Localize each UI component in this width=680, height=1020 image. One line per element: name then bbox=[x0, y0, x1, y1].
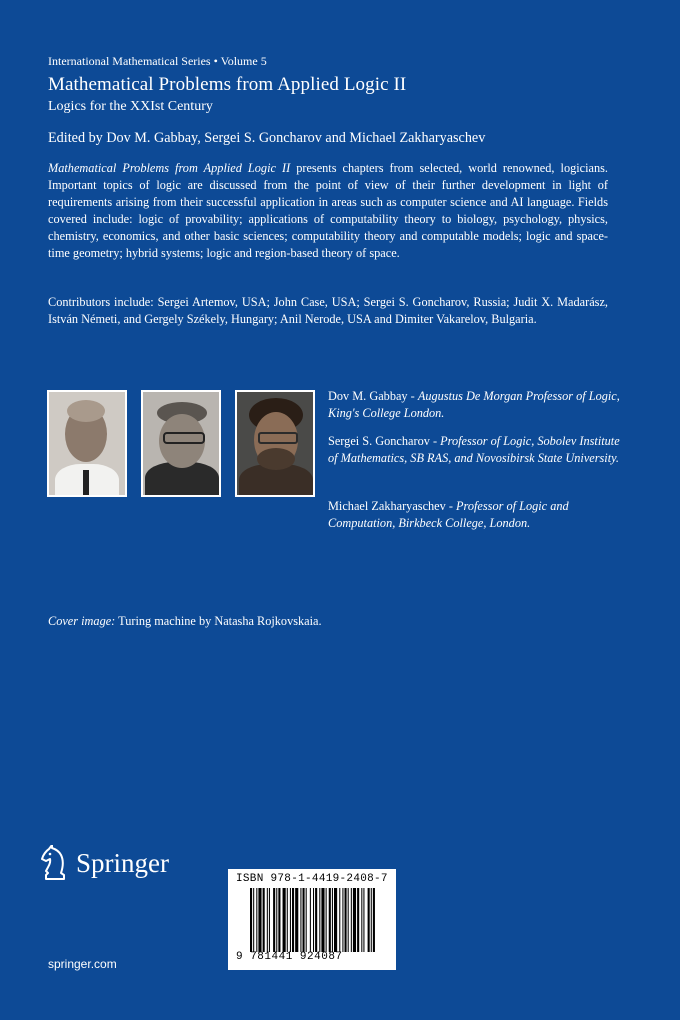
barcode-bar bbox=[319, 888, 320, 952]
bio-zakharyaschev bbox=[328, 498, 628, 532]
barcode-bar bbox=[345, 888, 347, 952]
springer-logo bbox=[40, 843, 169, 883]
barcode-bar bbox=[351, 888, 352, 952]
barcode-bar bbox=[326, 888, 327, 952]
barcode-bar bbox=[290, 888, 291, 952]
barcode-bar bbox=[357, 888, 359, 952]
barcode-bar bbox=[295, 888, 298, 952]
cover-credit-label: Cover image: bbox=[48, 614, 116, 628]
barcode-bar bbox=[303, 888, 305, 952]
barcode-bar bbox=[342, 888, 343, 952]
barcode-bar bbox=[256, 888, 257, 952]
bio-goncharov bbox=[328, 433, 628, 467]
barcode-bar bbox=[278, 888, 280, 952]
barcode-bar bbox=[287, 888, 288, 952]
barcode-digits: 9 781441 924087 bbox=[236, 951, 343, 963]
barcode-bar bbox=[363, 888, 364, 952]
barcode-bar bbox=[315, 888, 317, 952]
barcode-bar bbox=[310, 888, 311, 952]
barcode-bar bbox=[313, 888, 314, 952]
barcode-bar bbox=[263, 888, 265, 952]
bio-role: Augustus De Morgan Professor of Logic, King's College London. bbox=[328, 389, 620, 420]
bio-name: Dov M. Gabbay - bbox=[328, 389, 418, 403]
book-title: Mathematical Problems from Applied Logic II bbox=[48, 74, 407, 95]
barcode-bar bbox=[334, 888, 337, 952]
barcode-bar bbox=[306, 888, 307, 952]
barcode-bar bbox=[371, 888, 372, 952]
barcode-bar bbox=[353, 888, 356, 952]
springer-knight-icon bbox=[40, 845, 70, 881]
barcode-bar bbox=[373, 888, 375, 952]
author-photo-zakharyaschev bbox=[235, 390, 315, 497]
barcode-bar bbox=[267, 888, 268, 952]
barcode-bars bbox=[250, 888, 376, 952]
book-subtitle: Logics for the XXIst Century bbox=[48, 99, 213, 114]
publisher-url[interactable]: springer.com bbox=[48, 957, 117, 971]
bio-name: Michael Zakharyaschev - bbox=[328, 499, 457, 513]
bio-role: Professor of Logic, Sobolev Institute of Mathematics, SB RAS, and Novosibirsk State University. bbox=[328, 434, 620, 465]
springer-wordmark: Springer bbox=[76, 847, 169, 878]
barcode-bar bbox=[321, 888, 324, 952]
blurb-book-title: Mathematical Problems from Applied Logic II bbox=[48, 161, 291, 175]
bio-gabbay bbox=[328, 388, 628, 422]
barcode-bar bbox=[300, 888, 301, 952]
barcode-bar bbox=[292, 888, 294, 952]
barcode-bar bbox=[283, 888, 286, 952]
barcode-bar bbox=[332, 888, 333, 952]
barcode-bar bbox=[348, 888, 349, 952]
contributors-paragraph: Contributors include: Sergei Artemov, USA; John Case, USA; Sergei S. Goncharov, Russia; Judit X. Madarász, István Németi, and Gergely Székely, Hungary; Anil Nerode, USA and Dimiter Vakarelov, Bulgaria. bbox=[48, 295, 608, 326]
bio-name: Sergei S. Goncharov - bbox=[328, 434, 441, 448]
isbn-label: ISBN 978-1-4419-2408-7 bbox=[236, 873, 388, 885]
barcode-bar bbox=[273, 888, 275, 952]
isbn-barcode bbox=[228, 869, 396, 970]
barcode-bar bbox=[361, 888, 362, 952]
barcode-bar bbox=[276, 888, 277, 952]
bio-role: Professor of Logic and Computation, Birkbeck College, London. bbox=[328, 499, 569, 530]
cover-credit-text: Turing machine by Natasha Rojkovskaia. bbox=[115, 614, 322, 628]
barcode-bar bbox=[339, 888, 340, 952]
barcode-bar bbox=[250, 888, 252, 952]
author-photo-goncharov bbox=[141, 390, 221, 497]
barcode-bar bbox=[329, 888, 331, 952]
editors-line: Edited by Dov M. Gabbay, Sergei S. Goncharov and Michael Zakharyaschev bbox=[48, 130, 486, 146]
barcode-bar bbox=[258, 888, 261, 952]
barcode-bar bbox=[368, 888, 370, 952]
description-paragraph bbox=[48, 160, 608, 262]
series-line: International Mathematical Series • Volume 5 bbox=[48, 54, 267, 68]
barcode-bar bbox=[253, 888, 254, 952]
barcode-bar bbox=[269, 888, 270, 952]
blurb-text: presents chapters from selected, world renowned, logicians. Important topics of logic are discussed from the point of view of their further development in light of requirements arising from their successful application in areas such as computer science and AI language. Fields covered include: logic of provability; applications of computability theory to biology, psychology, physics, chemistry, economics, and other basic sciences; computability theory and computable models; logic and space-time geometry; hybrid systems; logic and region-based theory of space. bbox=[48, 161, 608, 260]
author-photo-gabbay bbox=[47, 390, 127, 497]
cover-image-credit bbox=[48, 614, 322, 629]
